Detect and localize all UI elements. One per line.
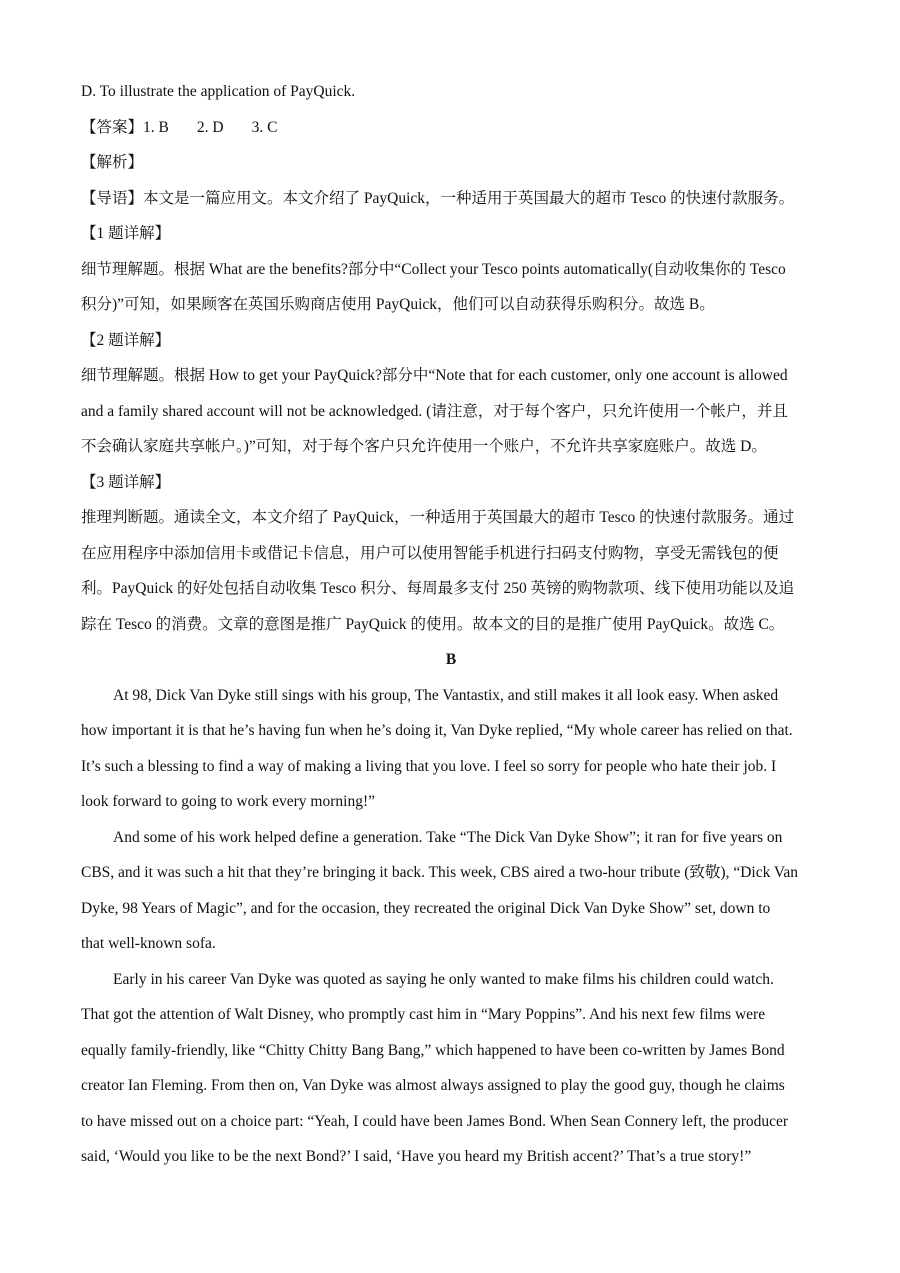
section-b-heading: B [445,651,457,668]
paragraph-line: that well-known sofa. [81,935,216,952]
paragraph-line: And some of his work helped define a generation. Take “The Dick Van Dyke Show”; it ran for five years on [113,828,783,846]
q3-line: 踪在 Tesco 的消费。文章的意图是推广 PayQuick 的使用。故本文的目的是推广使用 PayQuick。故选 C。 [81,615,785,633]
analysis-label: 【解析】 [81,154,144,171]
paragraph-1 [81,678,821,820]
q1-line: 积分)”可知，如果顾客在英国乐购商店使用 PayQuick，他们可以自动获得乐购积分。故选 B。 [81,296,715,313]
q3-line: 在应用程序中添加信用卡或借记卡信息，用户可以使用智能手机进行扫码支付购物，享受无需钱包的便 [81,544,779,562]
paragraph-2 [81,820,821,962]
document-page [81,74,821,1175]
q2-line: 不会确认家庭共享帐户。)”可知，对于每个客户只允许使用一个账户，不允许共享家庭账户。故选 D。 [81,438,767,455]
paragraph-line: Dyke, 98 Years of Magic”, and for the occasion, they recreated the original Dick Van Dyke Show” set, down to [81,899,771,917]
q1-line: 细节理解题。根据 What are the benefits?部分中“Collect your Tesco points automatically(自动收集你的 Tesco [81,260,786,278]
answer-line [81,110,821,146]
paragraph-line: It’s such a blessing to find a way of making a living that you love. I feel so sorry for people who hate their job. I [81,757,777,775]
q3-line: 推理判断题。通读全文，本文介绍了 PayQuick，一种适用于英国最大的超市 Tesco 的快速付款服务。通过 [81,509,795,526]
paragraph-line: how important it is that he’s having fun when he’s doing it, Van Dyke replied, “My whole career has relied on that. [81,722,793,739]
option-d: D. To illustrate the application of PayQuick. [81,83,356,100]
q2-line: 细节理解题。根据 How to get your PayQuick?部分中“Note that for each customer, only one account is allowed [81,367,788,384]
paragraph-line: Early in his career Van Dyke was quoted as saying he only wanted to make films his children could watch. [113,970,774,988]
paragraph-line: equally family-friendly, like “Chitty Chitty Bang Bang,” which happened to have been co-written by James Bond [81,1041,785,1059]
paragraph-3 [81,962,821,1175]
answer-2: 2. D [196,118,224,136]
answer-3: 3. C [251,118,278,136]
answer-1: 1. B [143,118,169,136]
paragraph-line: That got the attention of Walt Disney, who promptly cast him in “Mary Poppins”. And his next few films were [81,1006,766,1023]
q3-heading: 【3 题详解】 [81,473,171,491]
paragraph-line: look forward to going to work every morning!” [81,793,376,810]
q2-heading: 【2 题详解】 [81,331,171,349]
paragraph-line: At 98, Dick Van Dyke still sings with his group, The Vantastix, and still makes it all look easy. When asked [113,686,779,704]
q3-line: 利。PayQuick 的好处包括自动收集 Tesco 积分、每周最多支付 250 英镑的购物款项、线下使用功能以及追 [81,580,795,597]
q1-heading: 【1 题详解】 [81,225,171,242]
paragraph-line: said, ‘Would you like to be the next Bond?’ I said, ‘Have you heard my British accent?’ That’s a true story!” [81,1148,752,1165]
intro-text: 【导语】本文是一篇应用文。本文介绍了 PayQuick，一种适用于英国最大的超市 Tesco 的快速付款服务。 [81,189,795,207]
paragraph-line: CBS, and it was such a hit that they’re bringing it back. This week, CBS aired a two-hour tribute (致敬), “Dick Van [81,864,799,881]
q2-line: and a family shared account will not be acknowledged. (请注意，对于每个客户，只允许使用一个帐户，并且 [81,402,788,420]
answer-label: 【答案】 [81,118,144,136]
paragraph-line: to have missed out on a choice part: “Yeah, I could have been James Bond. When Sean Connery left, the producer [81,1112,789,1130]
paragraph-line: creator Ian Fleming. From then on, Van Dyke was almost always assigned to play the good guy, though he claims [81,1077,785,1094]
